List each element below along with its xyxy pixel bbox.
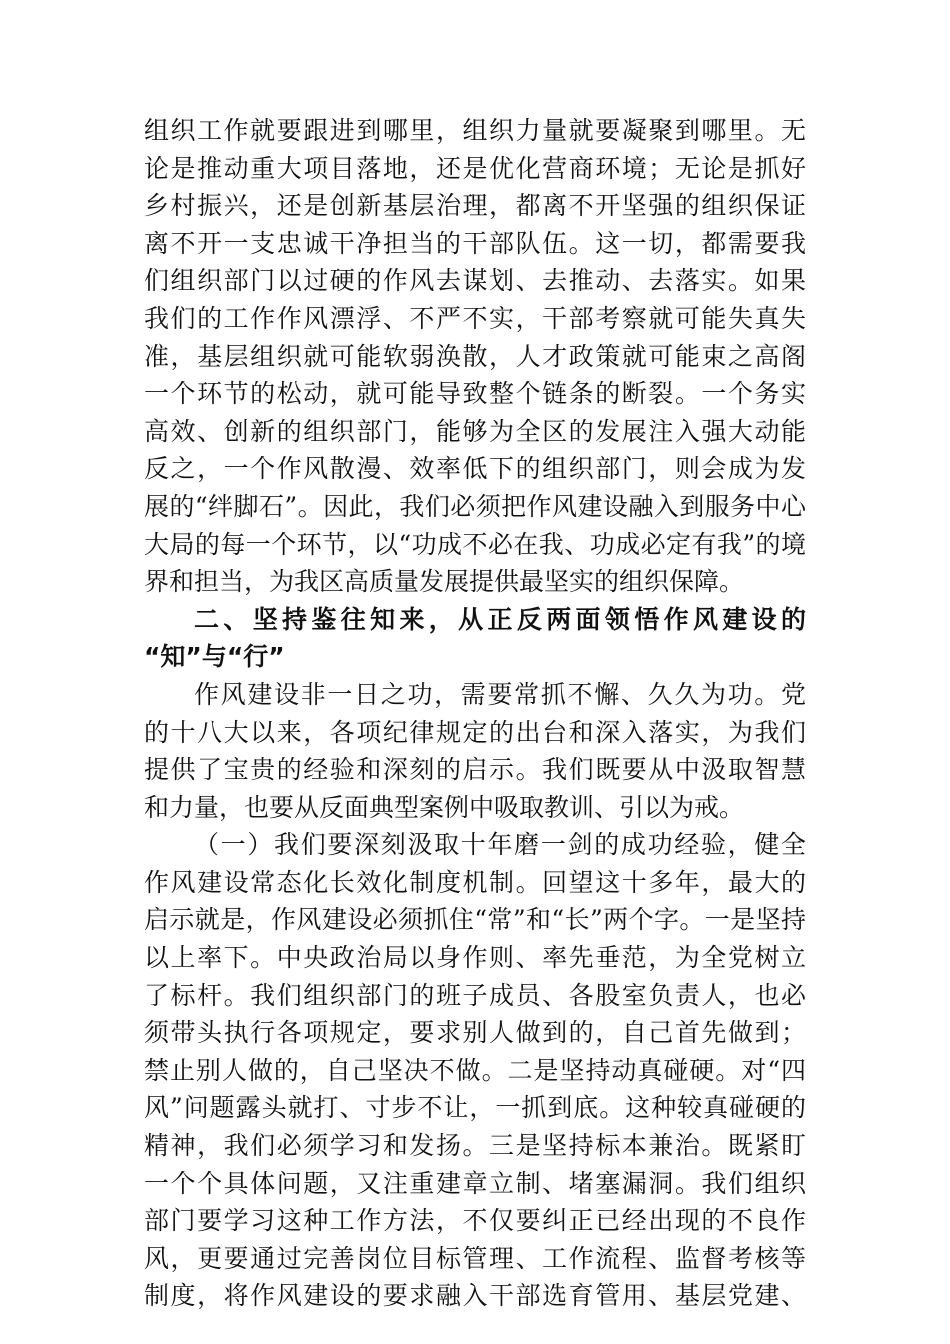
- paragraph-line: 制度，将作风建设的要求融入干部选育管用、基层党建、: [144, 1281, 806, 1311]
- paragraph-line: 部门要学习这种工作方法，不仅要纠正已经出现的不良作: [144, 1206, 806, 1236]
- paragraph-line: 启示就是，作风建设必须抓住“常”和“长”两个字。一是坚持: [144, 905, 806, 935]
- paragraph-line: 展的“绊脚石”。因此，我们必须把作风建设融入到服务中心: [144, 491, 806, 521]
- paragraph-line: 风，更要通过完善岗位目标管理、工作流程、监督考核等: [144, 1243, 806, 1273]
- paragraph-line: 一个环节的松动，就可能导致整个链条的断裂。一个务实: [144, 379, 806, 409]
- paragraph-line: 论是推动重大项目落地，还是优化营商环境；无论是抓好: [144, 153, 806, 183]
- paragraph-line: 禁止别人做的，自己坚决不做。二是坚持动真碰硬。对“四: [144, 1055, 806, 1085]
- paragraph-line: 一个个具体问题，又注重建章立制、堵塞漏洞。我们组织: [144, 1168, 806, 1198]
- paragraph-line: 界和担当，为我区高质量发展提供最坚实的组织保障。: [144, 567, 745, 597]
- paragraph-line: 反之，一个作风散漫、效率低下的组织部门，则会成为发: [144, 454, 806, 484]
- section-heading-line: 二、坚持鉴往知来，从正反两面领悟作风建设的: [194, 604, 806, 634]
- paragraph-line: 们组织部门以过硬的作风去谋划、去推动、去落实。如果: [144, 266, 806, 296]
- paragraph-line: 精神，我们必须学习和发扬。三是坚持标本兼治。既紧盯: [144, 1131, 806, 1161]
- paragraph-line: 了标杆。我们组织部门的班子成员、各股室负责人，也必: [144, 980, 806, 1010]
- paragraph-line: 作风建设非一日之功，需要常抓不懈、久久为功。党: [194, 679, 806, 709]
- paragraph-line: 的十八大以来，各项纪律规定的出台和深入落实，为我们: [144, 717, 806, 747]
- paragraph-line: 和力量，也要从反面典型案例中吸取教训、引以为戒。: [144, 792, 745, 822]
- paragraph-line: 准，基层组织就可能软弱涣散，人才政策就可能束之高阁: [144, 341, 806, 371]
- paragraph-line: 须带头执行各项规定，要求别人做到的，自己首先做到；: [144, 1018, 806, 1048]
- paragraph-line: 作风建设常态化长效化制度机制。回望这十多年，最大的: [144, 867, 806, 897]
- paragraph-line: 乡村振兴，还是创新基层治理，都离不开坚强的组织保证: [144, 191, 806, 221]
- section-heading-line: “知”与“行”: [144, 642, 285, 672]
- paragraph-line: （一）我们要深刻汲取十年磨一剑的成功经验，健全: [194, 830, 806, 860]
- body-text: [144, 112, 806, 1315]
- paragraph-line: 我们的工作作风漂浮、不严不实，干部考察就可能失真失: [144, 303, 806, 333]
- paragraph-line: 大局的每一个环节，以“功成不必在我、功成必定有我”的境: [144, 529, 806, 559]
- paragraph-line: 组织工作就要跟进到哪里，组织力量就要凝聚到哪里。无: [144, 116, 806, 145]
- paragraph-line: 高效、创新的组织部门，能够为全区的发展注入强大动能: [144, 416, 806, 446]
- paragraph-line: 离不开一支忠诚干净担当的干部队伍。这一切，都需要我: [144, 228, 806, 258]
- paragraph-line: 以上率下。中央政治局以身作则、率先垂范，为全党树立: [144, 943, 806, 973]
- paragraph-line: 风”问题露头就打、寸步不让，一抓到底。这种较真碰硬的: [144, 1093, 806, 1123]
- paragraph-line: 提供了宝贵的经验和深刻的启示。我们既要从中汲取智慧: [144, 755, 806, 785]
